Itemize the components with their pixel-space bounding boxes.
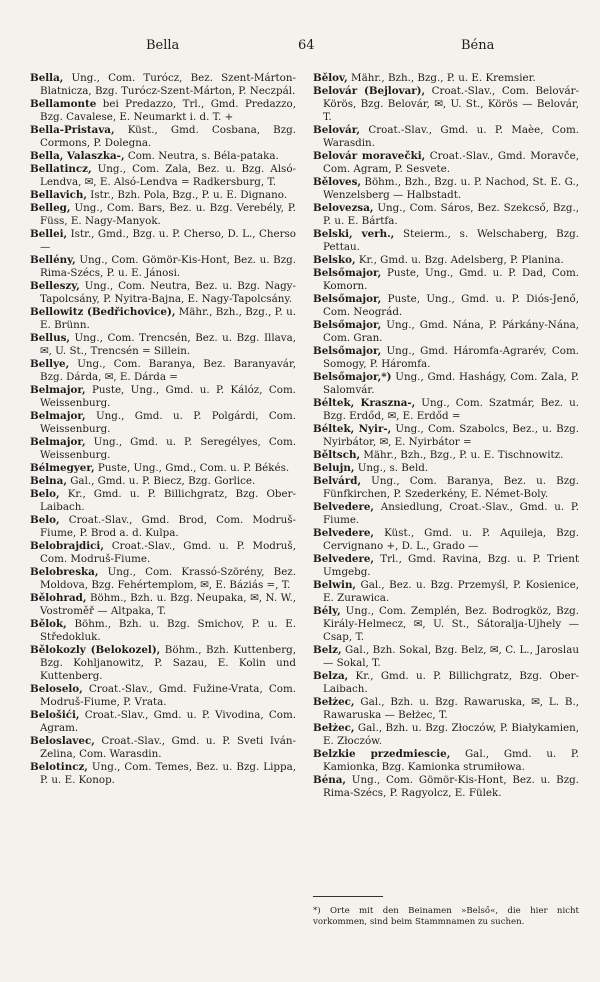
gazetteer-entry xyxy=(30,410,296,436)
entry-text: Croat.-Slav., Gmd. Brod, Com. Modruš-Fiume, P. Brod a. d. Kulpa. xyxy=(40,514,296,539)
gazetteer-entry xyxy=(30,332,296,358)
entry-name: Bełżec, xyxy=(313,696,355,708)
gazetteer-entry xyxy=(313,527,579,553)
gazetteer-entry xyxy=(313,722,579,748)
gazetteer-entry xyxy=(313,462,579,475)
gazetteer-entry xyxy=(30,475,296,488)
entry-text: Gal., Bez. u. Bzg. Przemyśl, P. Kosienice, E. Zurawica. xyxy=(323,579,579,604)
entry-text: Ung., Com. Zemplén, Bez. Bodrogköz, Bzg. Király-Helmecz, ✉, U. St., Sátoralja-Ujhely — Csap, T. xyxy=(323,605,579,643)
entry-text: Croat.-Slav., Gmd. u. P. Maèe, Com. Warasdin. xyxy=(323,124,579,149)
gazetteer-entry xyxy=(30,163,296,189)
gazetteer-entry xyxy=(30,683,296,709)
entry-name: Bělov, xyxy=(313,72,348,84)
entry-text: Gal., Bzh. Sokal, Bzg. Belz, ✉, C. L., Jaroslau — Sokal, T. xyxy=(323,644,579,669)
entry-text: Gal., Gmd. u. P. Kamionka, Bzg. Kamionka strumiłowa. xyxy=(323,748,580,773)
gazetteer-entry xyxy=(313,176,579,202)
gazetteer-entry xyxy=(30,98,296,124)
entry-text: Croat.-Slav., Gmd. u. P. Modruš, Com. Modruš-Fiume. xyxy=(40,540,296,565)
entry-name: Belsőmajor, xyxy=(313,345,382,357)
entry-name: Bělohrad, xyxy=(30,592,87,604)
entry-name: Bělok, xyxy=(30,618,67,630)
gazetteer-entry xyxy=(30,462,296,475)
entry-text: Ung., Gmd. u. P. Polgárdi, Com. Weissenburg. xyxy=(40,410,296,435)
entry-name: Belovár (Bejlovar), xyxy=(313,85,426,97)
gazetteer-entry xyxy=(30,150,296,163)
entry-text: Kr., Gmd. u. P. Billichgratz, Bzg. Ober-Laibach. xyxy=(323,670,579,695)
entry-text: Böhm., Bzh., Bzg. u. P. Nachod, St. E. G., Wenzelsberg — Halbstadt. xyxy=(323,176,579,201)
gazetteer-entry xyxy=(30,306,296,332)
entry-name: Bella, Valaszka-, xyxy=(30,150,125,162)
entry-name: Belna, xyxy=(30,475,67,487)
entry-name: Belvedere, xyxy=(313,501,375,513)
gazetteer-entry xyxy=(313,423,579,449)
entry-text: Ung., Com. Szabolcs, Bez., u. Bzg. Nyirbátor, ✉, E. Nyirbátor = xyxy=(323,423,579,448)
gazetteer-entry xyxy=(313,579,579,605)
entry-name: Belmajor, xyxy=(30,410,86,422)
entry-name: Beloselo, xyxy=(30,683,83,695)
entry-text: Mähr., Bzh., Bzg., P. u. E. Tischnowitz. xyxy=(363,449,564,461)
right-column xyxy=(313,72,579,800)
entry-text: Puste, Ung., Gmd. u. P. Kálóz, Com. Weissenburg. xyxy=(40,384,296,409)
entry-text: Ung., Gmd. Nána, P. Párkány-Nána, Com. Gran. xyxy=(323,319,579,344)
entry-name: Belovár, xyxy=(313,124,360,136)
gazetteer-entry xyxy=(313,696,579,722)
entry-text: Gal., Gmd. u. P. Biecz, Bzg. Gorlice. xyxy=(70,475,256,487)
entry-text: Puste, Ung., Gmd. u. P. Diós-Jenő, Com. Neográd. xyxy=(323,293,579,318)
entry-name: Belleszy, xyxy=(30,280,80,292)
gazetteer-entry xyxy=(30,514,296,540)
entry-text: Croat.-Slav., Com. Belovár-Körös, Bzg. Belovár, ✉, U. St., Körös — Belovár, T. xyxy=(323,85,579,123)
entry-name: Belovár moravečki, xyxy=(313,150,426,162)
gazetteer-entry xyxy=(30,644,296,683)
gazetteer-entry xyxy=(30,202,296,228)
entry-text: Puste, Ung., Gmd. u. P. Dad, Com. Komorn. xyxy=(323,267,579,292)
entry-name: Belsőmajor, xyxy=(313,293,382,305)
entry-name: Belvedere, xyxy=(313,527,375,539)
entry-text: Küst., Gmd. u. P. Aquileja, Bzg. Cervignano +, D. L., Grado — xyxy=(323,527,579,552)
gazetteer-entry xyxy=(313,228,579,254)
entry-text: Ung., Com. Szatmár, Bez. u. Bzg. Erdőd, ✉, E. Erdőd = xyxy=(323,397,579,422)
entry-name: Bellye, xyxy=(30,358,70,370)
gazetteer-entry xyxy=(30,72,296,98)
entry-text: Kr., Gmd. u. P. Billichgratz, Bzg. Ober-Laibach. xyxy=(40,488,296,513)
gazetteer-entry xyxy=(313,124,579,150)
entry-name: Bellus, xyxy=(30,332,70,344)
entry-text: Mähr., Bzh., Bzg., P. u. E. Kremsier. xyxy=(351,72,536,84)
gazetteer-entry xyxy=(30,189,296,202)
entry-name: Belwin, xyxy=(313,579,357,591)
entry-name: Belo, xyxy=(30,514,60,526)
entry-name: Bella-Pristava, xyxy=(30,124,115,136)
entry-name: Béltek, Kraszna-, xyxy=(313,397,416,409)
entry-text: Istr., Bzh. Pola, Bzg., P. u. E. Dignano. xyxy=(90,189,288,201)
entry-text: Ung., Com. Neutra, Bez. u. Bzg. Nagy-Tapolcsány, P. Nyitra-Bajna, E. Nagy-Tapolcsány. xyxy=(40,280,296,305)
entry-text: Mähr., Bzh., Bzg., P. u. E. Brünn. xyxy=(40,306,296,331)
left-column xyxy=(30,72,296,787)
entry-name: Belza, xyxy=(313,670,349,682)
entry-text: Böhm., Bzh. u. Bzg. Neupaka, ✉, N. W., Vostroměř — Altpaka, T. xyxy=(40,592,296,617)
entry-name: Belujn, xyxy=(313,462,355,474)
entry-text: Ung., Com. Turócz, Bez. Szent-Márton-Blatnicza, Bzg. Turócz-Szent-Márton, P. Neczpál. xyxy=(40,72,296,97)
gazetteer-entry xyxy=(30,384,296,410)
header-left: Bella xyxy=(146,38,180,53)
gazetteer-entry xyxy=(313,254,579,267)
gazetteer-entry xyxy=(30,228,296,254)
entry-text: Istr., Gmd., Bzg. u. P. Cherso, D. L., Cherso — xyxy=(40,228,296,253)
page-number: 64 xyxy=(298,38,315,53)
entry-name: Belmajor, xyxy=(30,384,86,396)
entry-text: Ung., Com. Baranya, Bez. Baranyavár, Bzg. Dárda, ✉, E. Dárda = xyxy=(40,358,297,383)
entry-text: Ung., Com. Gömör-Kis-Hont, Bez. u. Bzg. Rima-Szécs, P. u. E. Jánosi. xyxy=(40,254,296,279)
entry-text: Kr., Gmd. u. Bzg. Adelsberg, P. Planina. xyxy=(358,254,564,266)
gazetteer-entry xyxy=(30,124,296,150)
entry-text: Ung., Gmd. Háromfa-Agrarév, Com. Somogy, P. Háromfa. xyxy=(323,345,579,370)
footnote: *) Orte mit den Beinamen »Belső«, die hier nicht vorkommen, sind beim Stammnamen zu suchen. xyxy=(313,906,579,927)
entry-text: Croat.-Slav., Gmd. u. P. Vivodina, Com. Agram. xyxy=(40,709,296,734)
entry-text: Com. Neutra, s. Béla-pataka. xyxy=(127,150,279,162)
entry-name: Belz, xyxy=(313,644,342,656)
entry-name: Bellény, xyxy=(30,254,76,266)
entry-name: Belotincz, xyxy=(30,761,88,773)
entry-name: Belovezsa, xyxy=(313,202,374,214)
entry-name: Belsőmajor, xyxy=(313,267,382,279)
entry-text: Ung., Gmd. u. P. Seregélyes, Com. Weissenburg. xyxy=(40,436,296,461)
gazetteer-entry xyxy=(313,748,579,774)
gazetteer-entry xyxy=(313,670,579,696)
gazetteer-entry xyxy=(30,709,296,735)
footnote-rule xyxy=(313,896,383,897)
page-header xyxy=(28,38,576,58)
gazetteer-entry xyxy=(313,605,579,644)
entry-name: Bellavich, xyxy=(30,189,87,201)
entry-name: Bélmegyer, xyxy=(30,462,95,474)
gazetteer-entry xyxy=(313,85,579,124)
entry-text: Ung., Com. Baranya, Bez. u. Bzg. Fünfkirchen, P. Szederkény, E. Német-Boly. xyxy=(323,475,579,500)
gazetteer-entry xyxy=(313,202,579,228)
gazetteer-entry xyxy=(313,345,579,371)
gazetteer-entry xyxy=(30,488,296,514)
entry-text: bei Predazzo, Trl., Gmd. Predazzo, Bzg. Cavalese, E. Neumarkt i. d. T. + xyxy=(40,98,296,123)
entry-text: Gal., Bzh. u. Bzg. Rawaruska, ✉, L. B., Rawaruska — Bełżec, T. xyxy=(323,696,579,721)
gazetteer-entry xyxy=(30,761,296,787)
entry-text: Ung., Com. Trencsén, Bez. u. Bzg. Illava, ✉, U. St., Trencsén = Sillein. xyxy=(40,332,296,357)
entry-name: Belvedere, xyxy=(313,553,375,565)
entry-name: Bełżec, xyxy=(313,722,355,734)
entry-text: Gal., Bzh. u. Bzg. Złoczów, P. Białykamien, E. Złoczów. xyxy=(323,722,579,747)
entry-name: Belobreska, xyxy=(30,566,99,578)
gazetteer-entry xyxy=(313,553,579,579)
entry-name: Belsko, xyxy=(313,254,356,266)
entry-text: Ung., Com. Bars, Bez. u. Bzg. Verebély, P. Füss, E. Nagy-Manyok. xyxy=(40,202,296,227)
entry-name: Bély, xyxy=(313,605,341,617)
entry-text: Ansiedlung, Croat.-Slav., Gmd. u. P. Fiume. xyxy=(323,501,580,526)
entry-text: Ung., Com. Sáros, Bez. Szekcső, Bzg., P. u. E. Bártfa. xyxy=(323,202,579,227)
gazetteer-entry xyxy=(313,449,579,462)
entry-name: Bellei, xyxy=(30,228,68,240)
entry-name: Belošići, xyxy=(30,709,80,721)
entry-text: Böhm., Bzh. u. Bzg. Smichov, P. u. E. Středokluk. xyxy=(40,618,296,643)
entry-text: Ung., Com. Zala, Bez. u. Bzg. Alsó-Lendva, ✉, E. Alsó-Lendva = Radkersburg, T. xyxy=(40,163,297,188)
gazetteer-entry xyxy=(313,501,579,527)
gazetteer-entry xyxy=(30,735,296,761)
gazetteer-entry xyxy=(30,540,296,566)
entry-name: Beloslavec, xyxy=(30,735,95,747)
gazetteer-entry xyxy=(313,371,579,397)
gazetteer-entry xyxy=(30,280,296,306)
entry-name: Belobrajdici, xyxy=(30,540,104,552)
gazetteer-entry xyxy=(30,566,296,592)
header-right: Béna xyxy=(461,38,495,53)
gazetteer-entry xyxy=(313,150,579,176)
entry-name: Bella, xyxy=(30,72,64,84)
entry-name: Bellamonte xyxy=(30,98,97,110)
entry-text: Ung., Gmd. Hashágy, Com. Zala, P. Salomvár. xyxy=(323,371,579,396)
entry-name: Belmajor, xyxy=(30,436,86,448)
gazetteer-entry xyxy=(313,644,579,670)
entry-name: Béltek, Nyir-, xyxy=(313,423,392,435)
entry-text: Küst., Gmd. Cosbana, Bzg. Cormons, P. Dolegna. xyxy=(40,124,296,149)
entry-name: Belsőmajor,*) xyxy=(313,371,392,383)
gazetteer-entry xyxy=(313,293,579,319)
entry-text: Croat.-Slav., Gmd. u. P. Sveti Iván-Zelina, Com. Warasdin. xyxy=(40,735,296,760)
gazetteer-entry xyxy=(30,436,296,462)
entry-text: Steierm., s. Welschaberg, Bzg. Pettau. xyxy=(323,228,579,253)
entry-text: Ung., Com. Gömör-Kis-Hont, Bez. u. Bzg. Rima-Szécs, P. Ragyolcz, E. Fülek. xyxy=(323,774,579,799)
entry-text: Ung., Com. Temes, Bez. u. Bzg. Lippa, P. u. E. Konop. xyxy=(40,761,297,786)
gazetteer-entry xyxy=(313,397,579,423)
entry-name: Běloves, xyxy=(313,176,361,188)
gazetteer-entry xyxy=(313,319,579,345)
entry-name: Bellowitz (Bedřichovice), xyxy=(30,306,176,318)
entry-text: Ung., s. Beld. xyxy=(357,462,429,474)
gazetteer-entry xyxy=(30,618,296,644)
entry-text: Croat.-Slav., Gmd. Fužine-Vrata, Com. Modruš-Fiume, P. Vrata. xyxy=(40,683,296,708)
entry-name: Bělokozly (Belokozel), xyxy=(30,644,161,656)
entry-name: Béna, xyxy=(313,774,346,786)
gazetteer-entry xyxy=(30,592,296,618)
gazetteer-entry xyxy=(313,72,579,85)
entry-name: Belleg, xyxy=(30,202,71,214)
entry-name: Belzkie przedmiescie, xyxy=(313,748,451,760)
entry-text: Puste, Ung., Gmd., Com. u. P. Békés. xyxy=(97,462,290,474)
entry-text: Ung., Com. Krassó-Szörény, Bez. Moldova, Bzg. Fehértemplom, ✉, E. Báziás =, T. xyxy=(40,566,296,591)
entry-name: Belsőmajor, xyxy=(313,319,382,331)
entry-name: Belvárd, xyxy=(313,475,362,487)
entry-text: Böhm., Bzh. Kuttenberg, Bzg. Kohljanowitz, P. Sazau, E. Kolin und Kuttenberg. xyxy=(40,644,296,682)
entry-text: Trl., Gmd. Ravina, Bzg. u. P. Trient Umgebg. xyxy=(323,553,579,578)
gazetteer-entry xyxy=(313,475,579,501)
entry-name: Belo, xyxy=(30,488,60,500)
entry-text: Croat.-Slav., Gmd. Moravče, Com. Agram, P. Sesvete. xyxy=(323,150,579,175)
gazetteer-entry xyxy=(30,254,296,280)
gazetteer-entry xyxy=(313,267,579,293)
gazetteer-entry xyxy=(313,774,579,800)
gazetteer-entry xyxy=(30,358,296,384)
entry-name: Bellatincz, xyxy=(30,163,92,175)
entry-name: Belski, verh., xyxy=(313,228,395,240)
entry-name: Běltsch, xyxy=(313,449,361,461)
